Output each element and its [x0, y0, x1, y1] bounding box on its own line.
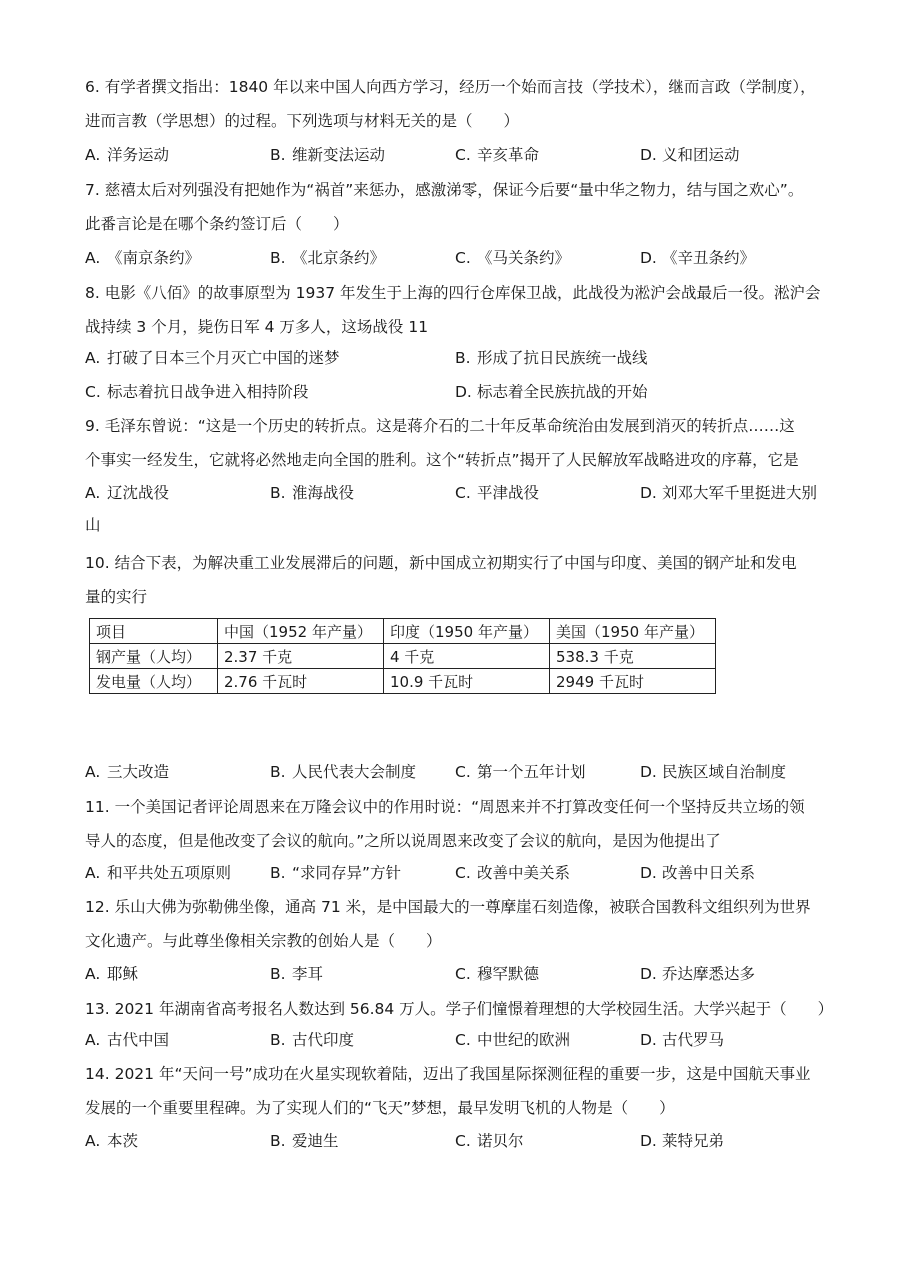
- option-d[interactable]: D. 《辛丑条约》: [640, 249, 756, 267]
- table-cell: 发电量（人均）: [90, 669, 218, 694]
- options-7: [85, 246, 845, 276]
- option-a[interactable]: A. 和平共处五项原则: [85, 864, 232, 882]
- option-wrap: [85, 513, 845, 543]
- option-b[interactable]: B. 《北京条约》: [270, 249, 386, 267]
- data-table: [89, 618, 716, 694]
- table-cell: 4 千克: [384, 644, 550, 669]
- options-9: [85, 481, 845, 511]
- options-14: [85, 1129, 845, 1159]
- option-b[interactable]: B. 人民代表大会制度: [270, 763, 417, 781]
- option-c[interactable]: C. 平津战役: [455, 484, 540, 502]
- question-14: [85, 1057, 835, 1125]
- table-row: [90, 619, 716, 644]
- table-row: [90, 644, 716, 669]
- table-row: [90, 669, 716, 694]
- option-b[interactable]: B. 维新变法运动: [270, 146, 386, 164]
- question-text: 7. 慈禧太后对列强没有把她作为“祸首”来惩办，感激涕零，保证今后要“量中华之物力，结与国之欢心”。: [85, 181, 804, 199]
- option-c[interactable]: C. 辛亥革命: [455, 146, 540, 164]
- table-cell: 2949 千瓦时: [550, 669, 716, 694]
- options-11: [85, 861, 845, 891]
- table-cell: 钢产量（人均）: [90, 644, 218, 669]
- table-cell: 538.3 千克: [550, 644, 716, 669]
- option-c[interactable]: C. 《马关条约》: [455, 249, 571, 267]
- options-12: [85, 962, 845, 992]
- question-text: 14. 2021 年“天问一号”成功在火星实现软着陆，迈出了我国星际探测征程的重要一步，这是中国航天事业: [85, 1065, 811, 1083]
- option-a[interactable]: A. 三大改造: [85, 763, 170, 781]
- question-text: 战持续 3 个月，毙伤日军 4 万多人，这场战役 11: [85, 318, 429, 336]
- option-b[interactable]: B. 李耳: [270, 965, 324, 983]
- options-10: [85, 760, 845, 790]
- options-8: [85, 346, 845, 376]
- question-text: 导人的态度，但是他改变了会议的航向。”之所以说周恩来改变了会议的航向，是因为他提出了: [85, 832, 721, 850]
- question-text: 8. 电影《八佰》的故事原型为 1937 年发生于上海的四行仓库保卫战，此战役为淞沪会战最后一役。淞沪会: [85, 284, 821, 302]
- question-12: [85, 890, 835, 958]
- option-b[interactable]: B. 爱迪生: [270, 1132, 339, 1150]
- question-text: 量的实行: [85, 588, 148, 606]
- question-text: 此番言论是在哪个条约签订后（ ）: [85, 215, 349, 233]
- option-a[interactable]: A. 《南京条约》: [85, 249, 201, 267]
- question-7: [85, 173, 835, 241]
- question-text: 10. 结合下表，为解决重工业发展滞后的问题，新中国成立初期实行了中国与印度、美国的钢产址和发电: [85, 554, 797, 572]
- option-d[interactable]: D. 标志着全民族抗战的开始: [455, 383, 648, 401]
- option-b[interactable]: B. 古代印度: [270, 1031, 355, 1049]
- option-a[interactable]: A. 洋务运动: [85, 146, 170, 164]
- table-cell: 10.9 千瓦时: [384, 669, 550, 694]
- option-d[interactable]: D. 刘邓大军千里挺进大别: [640, 484, 818, 502]
- option-d[interactable]: D. 莱特兄弟: [640, 1132, 725, 1150]
- option-d[interactable]: D. 改善中日关系: [640, 864, 756, 882]
- table-cell: 项目: [90, 619, 218, 644]
- question-text: 发展的一个重要里程碑。为了实现人们的“飞天”梦想，最早发明飞机的人物是（ ）: [85, 1099, 675, 1117]
- question-text: 13. 2021 年湖南省高考报名人数达到 56.84 万人。学子们憧憬着理想的大学校园生活。大学兴起于（ ）: [85, 1000, 834, 1018]
- option-c[interactable]: C. 标志着抗日战争进入相持阶段: [85, 383, 309, 401]
- option-a[interactable]: A. 本茨: [85, 1132, 139, 1150]
- question-text: 11. 一个美国记者评论周恩来在万隆会议中的作用时说：“周恩来并不打算改变任何一个坚持反共立场的领: [85, 798, 805, 816]
- table-cell: 中国（1952 年产量）: [218, 619, 384, 644]
- option-a[interactable]: A. 打破了日本三个月灭亡中国的迷梦: [85, 349, 340, 367]
- question-text: 12. 乐山大佛为弥勒佛坐像，通高 71 米，是中国最大的一尊摩崖石刻造像，被联合国教科文组织列为世界: [85, 898, 811, 916]
- question-text: 6. 有学者撰文指出：1840 年以来中国人向西方学习，经历一个始而言技（学技术），继而言政（学制度），: [85, 78, 816, 96]
- question-11: [85, 790, 835, 858]
- option-c[interactable]: C. 诺贝尔: [455, 1132, 524, 1150]
- option-c[interactable]: C. 中世纪的欧洲: [455, 1031, 571, 1049]
- question-13: [85, 992, 835, 1026]
- question-text: 文化遗产。与此尊坐像相关宗教的创始人是（ ）: [85, 932, 442, 950]
- option-d[interactable]: D. 民族区域自治制度: [640, 763, 787, 781]
- option-a[interactable]: A. 古代中国: [85, 1031, 170, 1049]
- option-c[interactable]: C. 穆罕默德: [455, 965, 540, 983]
- question-8: [85, 276, 835, 344]
- table-cell: 印度（1950 年产量）: [384, 619, 550, 644]
- question-10: [85, 546, 835, 614]
- options-8-row2: [85, 380, 845, 410]
- option-c[interactable]: C. 改善中美关系: [455, 864, 571, 882]
- table-cell: 2.76 千瓦时: [218, 669, 384, 694]
- option-d-continued: 山: [85, 516, 101, 534]
- table-cell: 美国（1950 年产量）: [550, 619, 716, 644]
- option-d[interactable]: D. 古代罗马: [640, 1031, 725, 1049]
- option-a[interactable]: A. 耶稣: [85, 965, 139, 983]
- question-9: [85, 409, 835, 477]
- question-text: 个事实一经发生，它就将必然地走向全国的胜利。这个“转折点”揭开了人民解放军战略进攻的序幕，它是: [85, 451, 799, 469]
- option-c[interactable]: C. 第一个五年计划: [455, 763, 586, 781]
- option-a[interactable]: A. 辽沈战役: [85, 484, 170, 502]
- options-6: [85, 143, 845, 173]
- option-b[interactable]: B. 淮海战役: [270, 484, 355, 502]
- option-b[interactable]: B. “求同存异”方针: [270, 864, 402, 882]
- option-d[interactable]: D. 乔达摩悉达多: [640, 965, 756, 983]
- options-13: [85, 1028, 845, 1058]
- question-6: [85, 70, 835, 138]
- question-text: 进而言教（学思想）的过程。下列选项与材料无关的是（ ）: [85, 112, 520, 130]
- option-d[interactable]: D. 义和团运动: [640, 146, 740, 164]
- table-cell: 2.37 千克: [218, 644, 384, 669]
- option-b[interactable]: B. 形成了抗日民族统一战线: [455, 349, 648, 367]
- question-text: 9. 毛泽东曾说：“这是一个历史的转折点。这是蒋介石的二十年反革命统治由发展到消灭的转折点……这: [85, 417, 795, 435]
